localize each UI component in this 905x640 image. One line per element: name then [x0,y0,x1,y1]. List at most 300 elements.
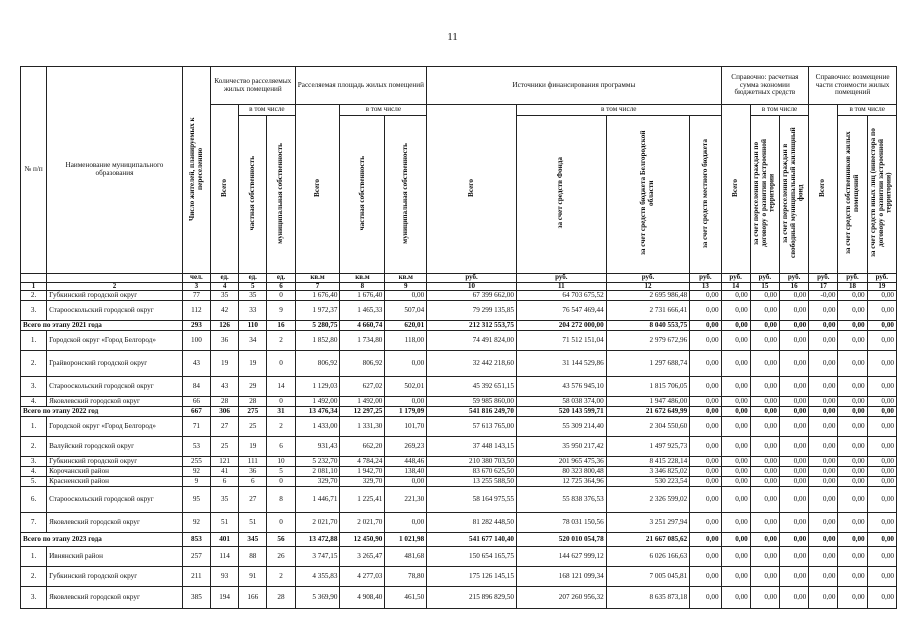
value-cell: 481,68 [385,547,427,567]
value-cell: 0,00 [721,437,750,457]
value-cell: 0,00 [779,533,808,547]
column-number-cell: 17 [809,282,838,291]
value-cell: 541 677 140,40 [427,533,517,547]
value-cell: 448,46 [385,457,427,467]
value-cell: 28 [239,397,267,407]
value-cell: 1 947 486,00 [606,397,690,407]
value-cell: 0,00 [750,533,779,547]
value-cell: 3 346 825,02 [606,467,690,477]
value-cell: -0,00 [809,291,838,301]
value-cell: 1 433,00 [295,417,340,437]
value-cell: 530 223,54 [606,477,690,487]
value-cell: 1 297 688,74 [606,351,690,377]
value-cell: 0,00 [721,533,750,547]
header-area-total: Всего [295,105,340,274]
value-cell: 71 [182,417,210,437]
value-cell: 0,00 [750,397,779,407]
value-cell: 0,00 [809,587,838,609]
value-cell: 31 144 529,86 [516,351,606,377]
unit-cell: кв.м [340,274,385,283]
units-cell-empty [47,274,183,283]
value-cell: 0,00 [838,331,867,351]
value-cell: 0,00 [779,291,808,301]
value-cell: 667 [182,407,210,417]
header-sources-group: Источники финансирования программы [427,67,721,105]
header-econ-group: Справочно: расчетная сумма экономии бюджетных средств [721,67,809,105]
value-cell: 55 309 214,40 [516,417,606,437]
value-cell: 16 [267,321,295,331]
value-cell: 5 280,75 [295,321,340,331]
value-cell: 111 [239,457,267,467]
value-cell: 3 251 297,94 [606,513,690,533]
unit-cell: ед. [239,274,267,283]
value-cell: 2 731 666,41 [606,301,690,321]
header-econ-b: за счет переселения граждан в свободный муниципальный жилищный фонд [779,116,808,274]
value-cell: 0,00 [838,301,867,321]
municipality-name: Городской округ «Город Белгород» [47,331,183,351]
value-cell: 806,92 [295,351,340,377]
value-cell: 0,00 [867,437,896,457]
value-cell: 1 676,40 [295,291,340,301]
value-cell: 21 672 649,99 [606,407,690,417]
value-cell: 0 [267,351,295,377]
value-cell: 78,80 [385,567,427,587]
municipality-name: Городской округ «Город Белгород» [47,417,183,437]
stage-total-row [21,407,897,417]
value-cell: 1 676,40 [340,291,385,301]
value-cell: 0,00 [750,417,779,437]
column-number-cell: 9 [385,282,427,291]
value-cell: 0,00 [838,587,867,609]
column-number-cell: 7 [295,282,340,291]
value-cell: 0 [267,291,295,301]
value-cell: 78 031 150,56 [516,513,606,533]
value-cell: 0,00 [779,547,808,567]
value-cell: 0,00 [721,321,750,331]
value-cell: 221,30 [385,487,427,513]
value-cell: 0,00 [838,417,867,437]
value-cell: 1 972,37 [295,301,340,321]
value-cell: 0,00 [867,397,896,407]
value-cell: 6 [211,477,239,487]
value-cell: 26 [267,547,295,567]
value-cell: 0,00 [867,477,896,487]
value-cell: 0,00 [750,487,779,513]
value-cell: 275 [239,407,267,417]
row-number: 3. [21,587,47,609]
header-count-sub: в том числе [239,105,295,116]
value-cell: 0,00 [750,331,779,351]
value-cell: 0,00 [867,567,896,587]
row-number: 3. [21,377,47,397]
value-cell: 91 [239,567,267,587]
value-cell: 194 [211,587,239,609]
value-cell: 0,00 [690,351,721,377]
value-cell: 0,00 [721,457,750,467]
value-cell: 1 446,71 [295,487,340,513]
municipality-name: Валуйский городской округ [47,437,183,457]
value-cell: 269,23 [385,437,427,457]
value-cell: 0,00 [750,477,779,487]
value-cell: 12 297,25 [340,407,385,417]
value-cell: 35 [211,291,239,301]
value-cell: 56 [267,533,295,547]
table-row [21,487,897,513]
value-cell: 0,00 [750,377,779,397]
value-cell: 0,00 [779,321,808,331]
value-cell: 0,00 [867,467,896,477]
unit-cell: руб. [867,274,896,283]
value-cell: 0,00 [779,331,808,351]
value-cell: 12 450,90 [340,533,385,547]
header-residents: Число жителей, планируемых к переселению [182,67,210,274]
value-cell: 0,00 [838,407,867,417]
value-cell: 6 026 166,63 [606,547,690,567]
unit-cell: руб. [809,274,838,283]
value-cell: 2 695 986,48 [606,291,690,301]
value-cell: 0,00 [809,547,838,567]
value-cell: 0,00 [867,301,896,321]
value-cell: 0,00 [779,457,808,467]
value-cell: 345 [239,533,267,547]
municipality-name: Корочанский район [47,467,183,477]
value-cell: 0,00 [867,407,896,417]
value-cell: 29 [239,377,267,397]
value-cell: 7 005 045,81 [606,567,690,587]
value-cell: 37 448 143,15 [427,437,517,457]
value-cell: 166 [239,587,267,609]
municipality-name: Старооскольский городской округ [47,487,183,513]
value-cell: 0,00 [809,437,838,457]
value-cell: 31 [267,407,295,417]
value-cell: 88 [239,547,267,567]
value-cell: 0,00 [867,533,896,547]
value-cell: 10 [267,457,295,467]
value-cell: 0,00 [690,467,721,477]
value-cell: 5 232,70 [295,457,340,467]
value-cell: 0,00 [838,377,867,397]
row-number: 3. [21,301,47,321]
value-cell: 121 [211,457,239,467]
value-cell: 257 [182,547,210,567]
value-cell: 1 497 925,73 [606,437,690,457]
value-cell: 27 [239,487,267,513]
row-number: 2. [21,437,47,457]
row-number: 3. [21,457,47,467]
value-cell: 5 [267,467,295,477]
unit-cell: руб. [779,274,808,283]
value-cell: 0 [267,397,295,407]
value-cell: 0,00 [809,487,838,513]
value-cell: 80 323 800,48 [516,467,606,477]
value-cell: 2 304 550,60 [606,417,690,437]
value-cell: 0,00 [690,567,721,587]
value-cell: 19 [239,437,267,457]
column-number-row [21,282,897,291]
value-cell: 502,01 [385,377,427,397]
value-cell: 0,00 [721,291,750,301]
value-cell: 138,40 [385,467,427,477]
table-row [21,351,897,377]
value-cell: 0,00 [867,321,896,331]
value-cell: 112 [182,301,210,321]
value-cell: 5 369,90 [295,587,340,609]
value-cell: 4 355,83 [295,567,340,587]
column-number-cell: 10 [427,282,517,291]
value-cell: 101,70 [385,417,427,437]
header-local: за счет средств местного бюджета [690,116,721,274]
value-cell: 43 [182,351,210,377]
table-row [21,513,897,533]
column-number-cell: 15 [750,282,779,291]
value-cell: 0,00 [779,351,808,377]
value-cell: 76 547 469,44 [516,301,606,321]
value-cell: 520 010 054,78 [516,533,606,547]
value-cell: 0,00 [690,487,721,513]
value-cell: 28 [267,587,295,609]
municipality-name: Губкинский городской округ [47,457,183,467]
value-cell: 385 [182,587,210,609]
value-cell: 207 260 956,32 [516,587,606,609]
value-cell: 64 703 675,52 [516,291,606,301]
table-row [21,331,897,351]
header-regional: за счет средств бюджета Белгородской области [606,116,690,274]
value-cell: 0,00 [779,513,808,533]
municipality-name: Старооскольский городской округ [47,301,183,321]
column-number-cell: 12 [606,282,690,291]
table-row [21,587,897,609]
value-cell: 0,00 [690,331,721,351]
municipality-name: Яковлевский городской округ [47,513,183,533]
value-cell: 150 654 165,75 [427,547,517,567]
header-municipality: Наименование муниципального образования [47,67,183,274]
value-cell: 0,00 [838,397,867,407]
column-number-cell: 14 [721,282,750,291]
value-cell: 6 [267,437,295,457]
value-cell: 6 [239,477,267,487]
value-cell: 0,00 [809,567,838,587]
municipality-name: Яковлевский городской округ [47,587,183,609]
stage-total-row [21,533,897,547]
stage-total-label: Всего по этапу 2021 года [21,321,183,331]
value-cell: 0,00 [867,417,896,437]
row-number: 2. [21,567,47,587]
header-econ-total: Всего [721,105,750,274]
row-number: 7. [21,513,47,533]
table-row [21,417,897,437]
value-cell: 0,00 [838,321,867,331]
value-cell: 0,00 [809,467,838,477]
value-cell: 8 415 228,14 [606,457,690,467]
value-cell: 461,50 [385,587,427,609]
value-cell: 100 [182,331,210,351]
value-cell: 0,00 [721,417,750,437]
value-cell: 662,20 [340,437,385,457]
value-cell: 9 [267,301,295,321]
value-cell: 0,00 [721,587,750,609]
row-number: 4. [21,397,47,407]
value-cell: 204 272 000,00 [516,321,606,331]
value-cell: 0,00 [838,567,867,587]
table-row [21,301,897,321]
value-cell: 45 392 651,15 [427,377,517,397]
value-cell: 0,00 [690,513,721,533]
value-cell: 21 667 085,62 [606,533,690,547]
value-cell: 77 [182,291,210,301]
header-fund: за счет средств Фонда [516,116,606,274]
table-row [21,547,897,567]
value-cell: 0,00 [779,587,808,609]
value-cell: 8 040 553,75 [606,321,690,331]
value-cell: 0,00 [690,533,721,547]
unit-cell: руб. [690,274,721,283]
value-cell: 0,00 [838,513,867,533]
value-cell: 0,00 [809,477,838,487]
value-cell: 0,00 [867,377,896,397]
value-cell: 13 476,34 [295,407,340,417]
stage-total-label: Всего по этапу 2023 года [21,533,183,547]
value-cell: 0,00 [750,407,779,417]
page-number: 11 [447,31,458,43]
value-cell: 211 [182,567,210,587]
value-cell: 0,00 [750,437,779,457]
value-cell: 1 492,00 [340,397,385,407]
value-cell: 1 852,80 [295,331,340,351]
municipality-name: Губкинский городской округ [47,291,183,301]
value-cell: 853 [182,533,210,547]
header-comp-total: Всего [809,105,838,274]
value-cell: 2 021,70 [295,513,340,533]
value-cell: 0 [267,477,295,487]
value-cell: 0,00 [779,397,808,407]
value-cell: 51 [211,513,239,533]
column-number-cell: 19 [867,282,896,291]
value-cell: 215 896 829,50 [427,587,517,609]
value-cell: 0,00 [838,291,867,301]
value-cell: 0,00 [779,467,808,477]
stage-total-row [21,321,897,331]
value-cell: 13 255 588,50 [427,477,517,487]
column-number-cell: 8 [340,282,385,291]
value-cell: 0,00 [867,547,896,567]
value-cell: 1 815 706,05 [606,377,690,397]
value-cell: 0,00 [750,587,779,609]
row-number: 5. [21,477,47,487]
value-cell: 92 [182,513,210,533]
unit-cell: руб. [838,274,867,283]
value-cell: 0,00 [690,457,721,467]
value-cell: 0,00 [690,587,721,609]
value-cell: 36 [239,467,267,477]
value-cell: 0,00 [721,547,750,567]
value-cell: 4 660,74 [340,321,385,331]
value-cell: 620,01 [385,321,427,331]
column-number-cell: 11 [516,282,606,291]
value-cell: 35 [211,487,239,513]
municipality-name: Ивнянский район [47,547,183,567]
value-cell: 201 965 475,36 [516,457,606,467]
value-cell: 255 [182,457,210,467]
value-cell: 0,00 [867,457,896,467]
value-cell: 0,00 [721,301,750,321]
value-cell: 59 985 860,00 [427,397,517,407]
value-cell: 0,00 [750,301,779,321]
value-cell: 0,00 [809,417,838,437]
value-cell: 35 950 217,42 [516,437,606,457]
municipality-name: Яковлевский городской округ [47,397,183,407]
value-cell: 0,00 [721,467,750,477]
row-number: 1. [21,417,47,437]
value-cell: 0,00 [690,397,721,407]
header-comp-b: за счет средств иных лиц (инвестора по договору о развитии застроенной территории) [867,116,896,274]
value-cell: 541 816 249,70 [427,407,517,417]
table-row [21,437,897,457]
units-row [21,274,897,283]
value-cell: 0,00 [809,457,838,467]
value-cell: 0,00 [838,487,867,513]
value-cell: 0,00 [690,417,721,437]
value-cell: 0,00 [690,437,721,457]
value-cell: 14 [267,377,295,397]
value-cell: 42 [211,301,239,321]
value-cell: 627,02 [340,377,385,397]
value-cell: 9 [182,477,210,487]
value-cell: 2 326 599,02 [606,487,690,513]
value-cell: 0,00 [690,301,721,321]
value-cell: 43 576 945,10 [516,377,606,397]
value-cell: 0,00 [721,407,750,417]
value-cell: 19 [211,351,239,377]
municipality-name: Красненский район [47,477,183,487]
table-row [21,467,897,477]
value-cell: 1 179,09 [385,407,427,417]
value-cell: 293 [182,321,210,331]
value-cell: 1 021,98 [385,533,427,547]
value-cell: 0,00 [750,457,779,467]
value-cell: 0,00 [750,321,779,331]
value-cell: 210 380 703,50 [427,457,517,467]
value-cell: 0,00 [838,437,867,457]
value-cell: 2 979 672,96 [606,331,690,351]
row-number: 1. [21,331,47,351]
header-sources-sub: в том числе [516,105,721,116]
header-area-municipal: муниципальная собственность [385,116,427,274]
value-cell: 0,00 [385,397,427,407]
value-cell: 27 [211,417,239,437]
value-cell: 0,00 [385,513,427,533]
value-cell: 0,00 [809,351,838,377]
value-cell: 0,00 [867,291,896,301]
header-econ-sub: в том числе [750,105,808,116]
value-cell: 0,00 [838,533,867,547]
value-cell: 0,00 [867,587,896,609]
value-cell: 0,00 [779,487,808,513]
value-cell: 0,00 [809,407,838,417]
value-cell: 33 [239,301,267,321]
value-cell: 0,00 [385,291,427,301]
value-cell: 0,00 [721,567,750,587]
value-cell: 2 [267,567,295,587]
value-cell: 2 [267,331,295,351]
value-cell: 4 277,03 [340,567,385,587]
value-cell: 0,00 [838,477,867,487]
table-row [21,377,897,397]
value-cell: 81 282 448,50 [427,513,517,533]
value-cell: 0,00 [809,397,838,407]
table-row [21,397,897,407]
unit-cell: ед. [267,274,295,283]
value-cell: 13 472,88 [295,533,340,547]
